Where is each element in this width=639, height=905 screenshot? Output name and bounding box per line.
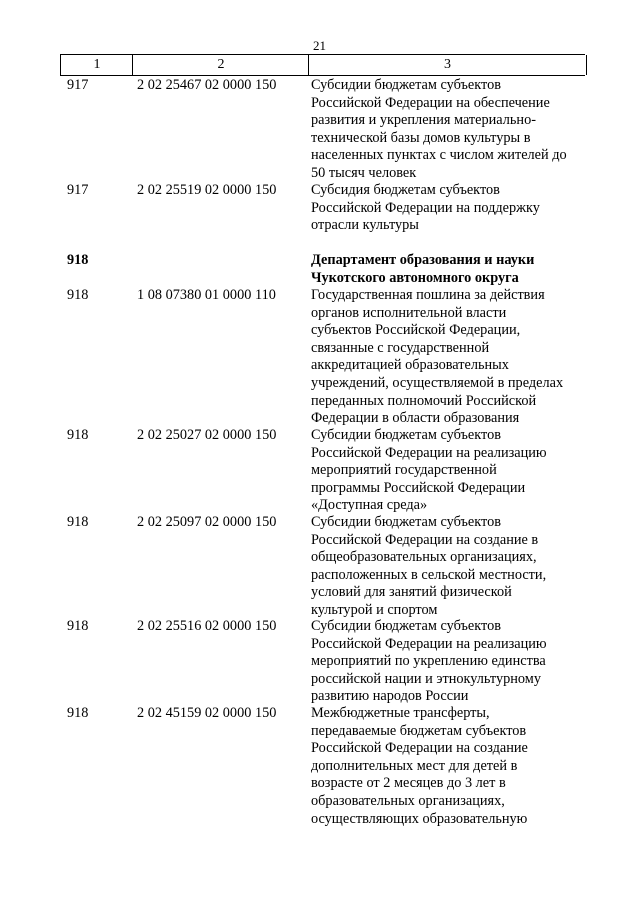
admin-code: 918	[67, 287, 89, 303]
header-col-3: 3	[308, 55, 587, 75]
department-name: Департамент образования и науки Чукотского автономного округа	[311, 252, 535, 286]
revenue-name: Субсидии бюджетам субъектов Российской Федерации на реализацию мероприятий по укреплению единства российской нации и этнокультурному развитию народов России	[311, 618, 547, 705]
page-number: 21	[313, 38, 326, 53]
header-col-2: 2	[132, 55, 309, 75]
revenue-name: Субсидии бюджетам субъектов Российской Федерации на создание в общеобразовательных организациях, расположенных в сельской местности, условий для занятий физической культурой и спортом	[311, 514, 547, 618]
table-header	[60, 54, 585, 76]
admin-code: 918	[67, 705, 89, 721]
revenue-name: Межбюджетные трансферты, передаваемые бюджетам субъектов Российской Федерации на создание дополнительных мест для детей в возрасте от 2 месяцев до 3 лет в образовательных организациях, осуществляющих образовательную	[311, 705, 528, 827]
kbk-code: 2 02 25027 02 0000 150	[137, 427, 277, 443]
kbk-code: 2 02 25097 02 0000 150	[137, 514, 277, 530]
kbk-code: 2 02 25467 02 0000 150	[137, 77, 277, 93]
revenue-name: Субсидия бюджетам субъектов Российской Федерации на поддержку отрасли культуры	[311, 182, 540, 234]
admin-code: 918	[67, 618, 89, 634]
kbk-code: 2 02 25516 02 0000 150	[137, 618, 277, 634]
admin-code: 918	[67, 514, 89, 530]
kbk-code: 2 02 45159 02 0000 150	[137, 705, 277, 721]
revenue-name: Государственная пошлина за действия органов исполнительной власти субъектов Российской Федерации, связанные с государственной аккредитацией образовательных учреждений, осуществляемой в пределах переданных полномочий Российской Федерации в области образования	[311, 287, 564, 427]
kbk-code: 2 02 25519 02 0000 150	[137, 182, 277, 198]
admin-code: 917	[67, 77, 89, 93]
admin-code: 918	[67, 427, 89, 443]
header-col-1: 1	[60, 55, 133, 75]
admin-code: 917	[67, 182, 89, 198]
admin-code: 918	[67, 252, 89, 268]
revenue-name: Субсидии бюджетам субъектов Российской Федерации на обеспечение развития и укрепления материально- технической базы домов культуры в населенных пунктах с числом жителей до 50 тысяч человек	[311, 77, 567, 181]
kbk-code: 1 08 07380 01 0000 110	[137, 287, 276, 303]
revenue-name: Субсидии бюджетам субъектов Российской Федерации на реализацию мероприятий государственной программы Российской Федерации «Доступная среда»	[311, 427, 547, 514]
